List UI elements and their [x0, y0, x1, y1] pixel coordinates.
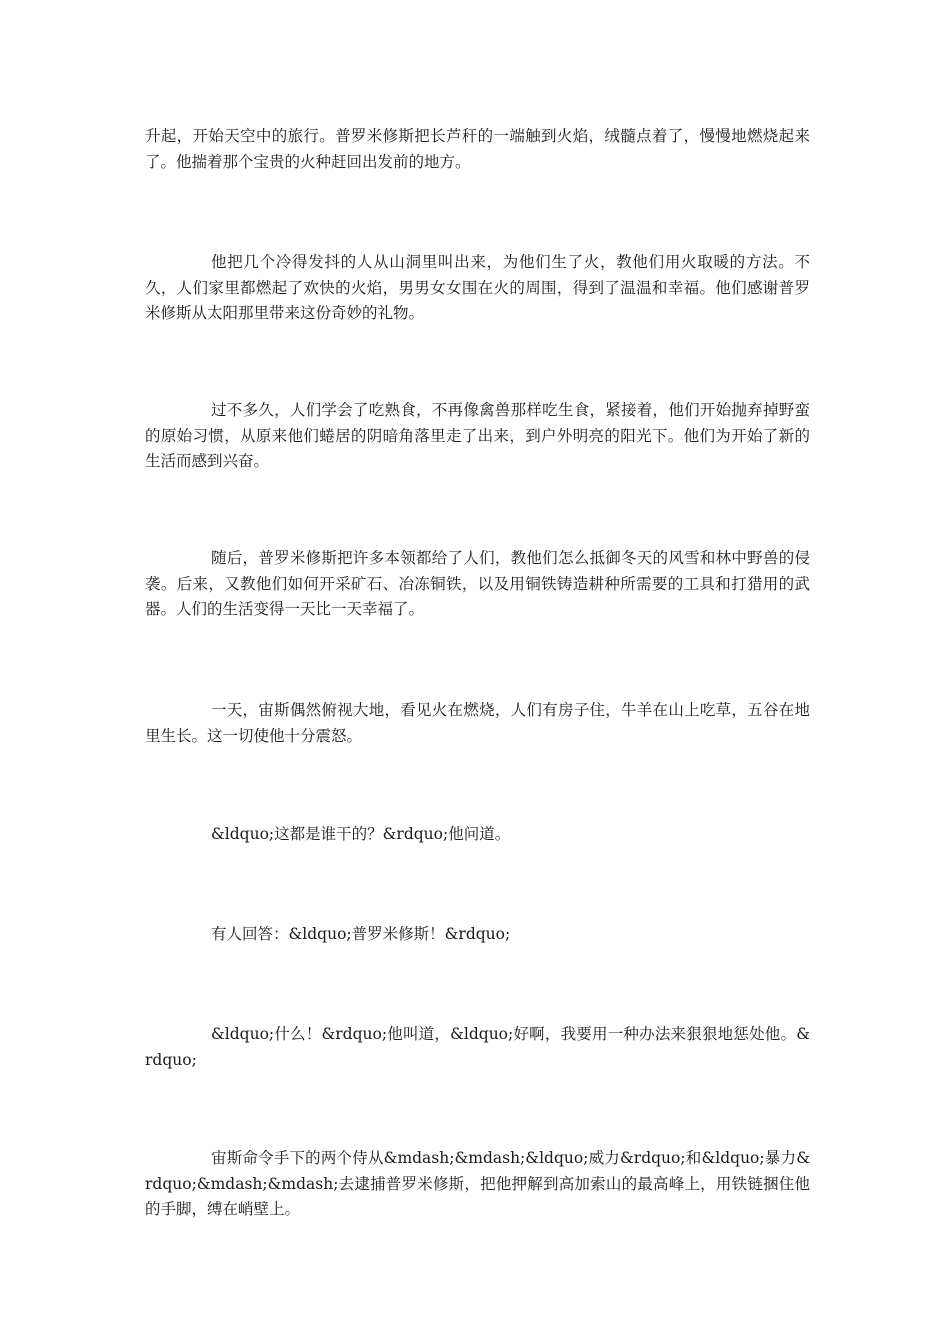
- paragraph-arrest: 宙斯命令手下的两个侍从&mdash;&mdash;&ldquo;威力&rdquo;和&ldquo;暴力&rdquo;&mdash;&mdash;去逮捕普罗米修斯，把他押解到高加索山的最高峰上，用铁链捆住他的手脚，缚在峭壁上。: [145, 1149, 810, 1218]
- paragraph-zeus-angry: 一天，宙斯偶然俯视大地，看见火在燃烧，人们有房子住，牛羊在山上吃草，五谷在地里生长。这一切使他十分震怒。: [145, 701, 810, 745]
- paragraph-cooked-food: 过不多久，人们学会了吃熟食，不再像禽兽那样吃生食，紧接着，他们开始抛弃掉野蛮的原始习惯，从原来他们蜷居的阴暗角落里走了出来，到户外明亮的阳光下。他们为开始了新的生活而感到兴奋。: [145, 401, 810, 470]
- paragraph-zeus-asks: &ldquo;这都是谁干的？&rdquo;他问道。: [211, 825, 511, 843]
- paragraph-skills-taught: 随后，普罗米修斯把许多本领都给了人们，教他们怎么抵御冬天的风雪和林中野兽的侵袭。后来，又教他们如何开采矿石、冶冻铜铁，以及用铜铁铸造耕种所需要的工具和打猎用的武器。人们的生活变得一天比一天幸福了。: [145, 549, 810, 618]
- paragraph-fire-carried: 升起，开始天空中的旅行。普罗米修斯把长芦秆的一端触到火焰，绒髓点着了，慢慢地燃烧起来了。他揣着那个宝贵的火种赶回出发前的地方。: [145, 127, 810, 171]
- paragraph-answer: 有人回答：&ldquo;普罗米修斯！&rdquo;: [211, 925, 511, 943]
- paragraph-fire-given: 他把几个冷得发抖的人从山洞里叫出来，为他们生了火，教他们用火取暖的方法。不久，人们家里都燃起了欢快的火焰，男男女女围在火的周围，得到了温温和幸福。他们感谢普罗米修斯从太阳那里带来这份奇妙的礼物。: [145, 253, 810, 322]
- paragraph-zeus-shouts: &ldquo;什么！&rdquo;他叫道，&ldquo;好啊，我要用一种办法来狠狠地惩处他。&rdquo;: [145, 1025, 810, 1069]
